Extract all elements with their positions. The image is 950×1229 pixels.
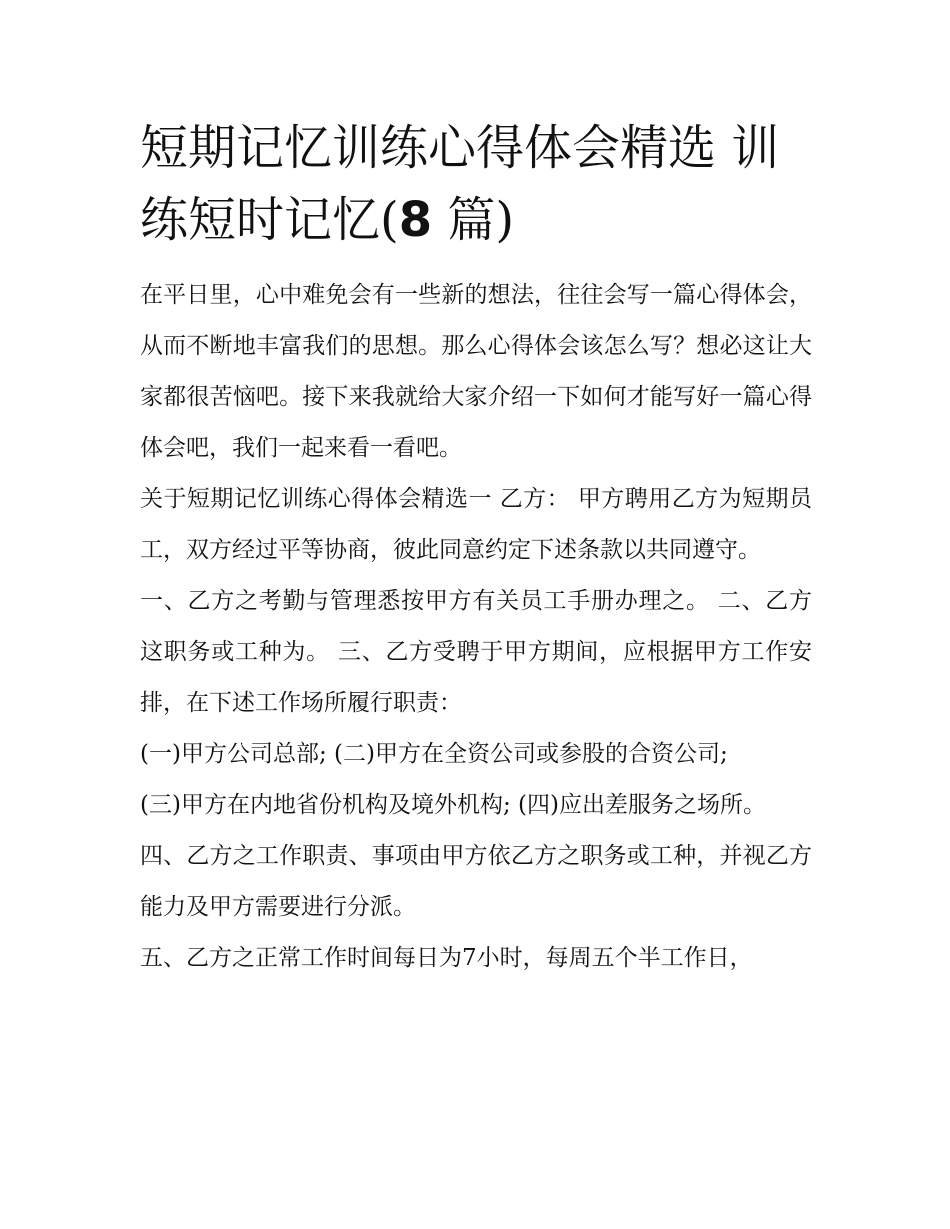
clause-five-paragraph: 五、乙方之正常工作时间每日为7小时，每周五个半工作日， [140, 945, 753, 971]
title-text-part1: 短期记忆训练心得体会精选 训练短时记忆( [140, 120, 780, 248]
intro-paragraph: 在平日里，心中难免会有一些新的想法，往往会写一篇心得体会，从而不断地丰富我们的思想。那么心得体会该怎么写？想必这让大家都很苦恼吧。接下来我就给大家介绍一下如何才能写好一篇心得体会吧，我们一起来看一看吧。 [140, 282, 812, 461]
document-page [140, 112, 812, 984]
section-one-paragraph: 关于短期记忆训练心得体会精选一 乙方： 甲方聘用乙方为短期员工，双方经过平等协商，彼此同意约定下述条款以共同遵守。 [140, 486, 812, 563]
title-number: 8 [398, 192, 433, 248]
workplace-list-line-2: (三)甲方在内地省份机构及境外机构; (四)应出差服务之场所。 [140, 792, 766, 818]
title-text-part2: 篇) [432, 192, 515, 248]
workplace-list-line-1: (一)甲方公司总部; (二)甲方在全资公司或参股的合资公司; [140, 741, 728, 767]
clause-one-to-three-paragraph: 一、乙方之考勤与管理悉按甲方有关员工手册办理之。 二、乙方这职务或工种为。 三、乙方受聘于甲方期间，应根据甲方工作安排，在下述工作场所履行职责： [140, 588, 812, 716]
clause-four-paragraph: 四、乙方之工作职责、事项由甲方依乙方之职务或工种，并视乙方能力及甲方需要进行分派。 [140, 843, 812, 920]
document-title [140, 112, 812, 256]
